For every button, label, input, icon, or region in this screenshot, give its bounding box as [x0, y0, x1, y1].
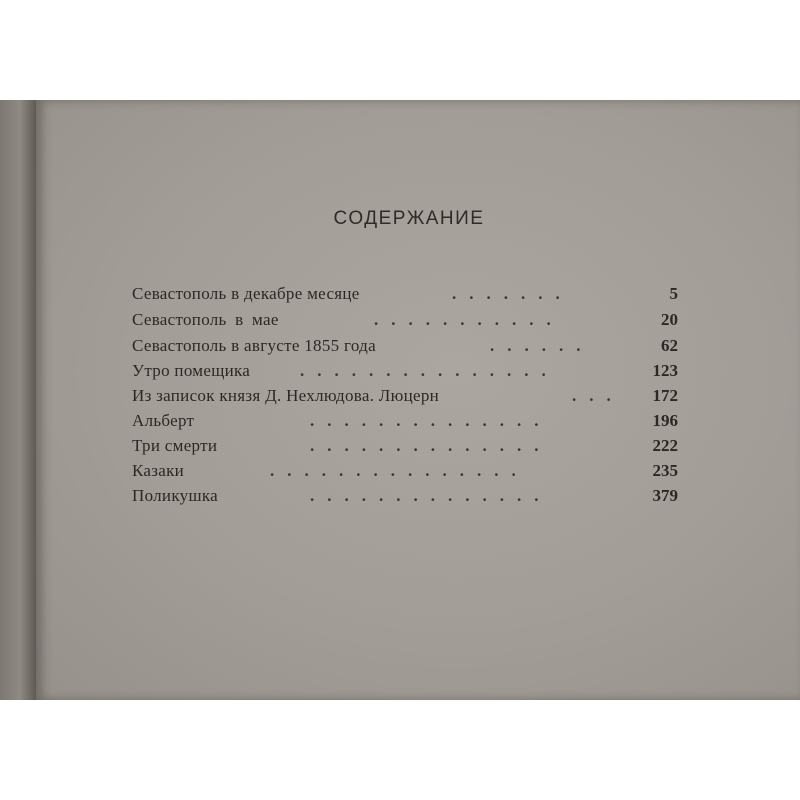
toc-entry [132, 411, 678, 435]
toc-leader-dots: ....... [452, 284, 573, 303]
toc-leader-dots: .............. [310, 436, 552, 455]
toc-entry-page: 20 [661, 310, 678, 329]
toc-entry [132, 386, 678, 410]
toc-entry-page: 379 [652, 486, 678, 505]
toc-leader-dots: ...... [490, 336, 594, 355]
toc-entry [132, 461, 678, 485]
page-title: СОДЕРЖАНИЕ [333, 208, 485, 229]
toc-entry-title: Севастополь в августе 1855 года [132, 336, 376, 355]
toc-entry-title: Казаки [132, 461, 185, 480]
toc-leader-dots: ........... [374, 310, 564, 329]
toc-entry-page: 222 [652, 436, 678, 455]
toc-leader-dots: ............... [300, 361, 559, 380]
toc-leader-dots: ............... [270, 461, 529, 480]
toc-entry-page: 196 [652, 411, 678, 430]
toc-entry-title: Поликушка [132, 486, 218, 505]
toc-entry-title: Утро помещика [132, 361, 251, 380]
toc-entry-page: 5 [669, 284, 678, 303]
toc-leader-dots: ... [572, 386, 624, 405]
toc-entry [132, 361, 678, 385]
toc-entry-title: Севастополь в мае [132, 310, 279, 329]
toc-entry [132, 310, 678, 334]
toc-entry-page: 123 [652, 361, 678, 380]
toc-leader-dots: .............. [310, 411, 552, 430]
toc-leader-dots: .............. [310, 486, 552, 505]
toc-entry-title: Три смерти [132, 436, 218, 455]
toc-entry-title: Из записок князя Д. Нехлюдова. Люцерн [132, 386, 440, 405]
toc-entry-title: Альберт [132, 411, 195, 430]
toc-entry [132, 336, 678, 360]
toc-entry-page: 62 [661, 336, 678, 355]
toc-entry-page: 172 [652, 386, 678, 405]
toc-entry-title: Севастополь в декабре месяце [132, 284, 360, 303]
toc-entry [132, 486, 678, 510]
toc-entry [132, 284, 678, 308]
toc-entry [132, 436, 678, 460]
toc-entry-page: 235 [652, 461, 678, 480]
book-spine-edge [0, 100, 36, 700]
